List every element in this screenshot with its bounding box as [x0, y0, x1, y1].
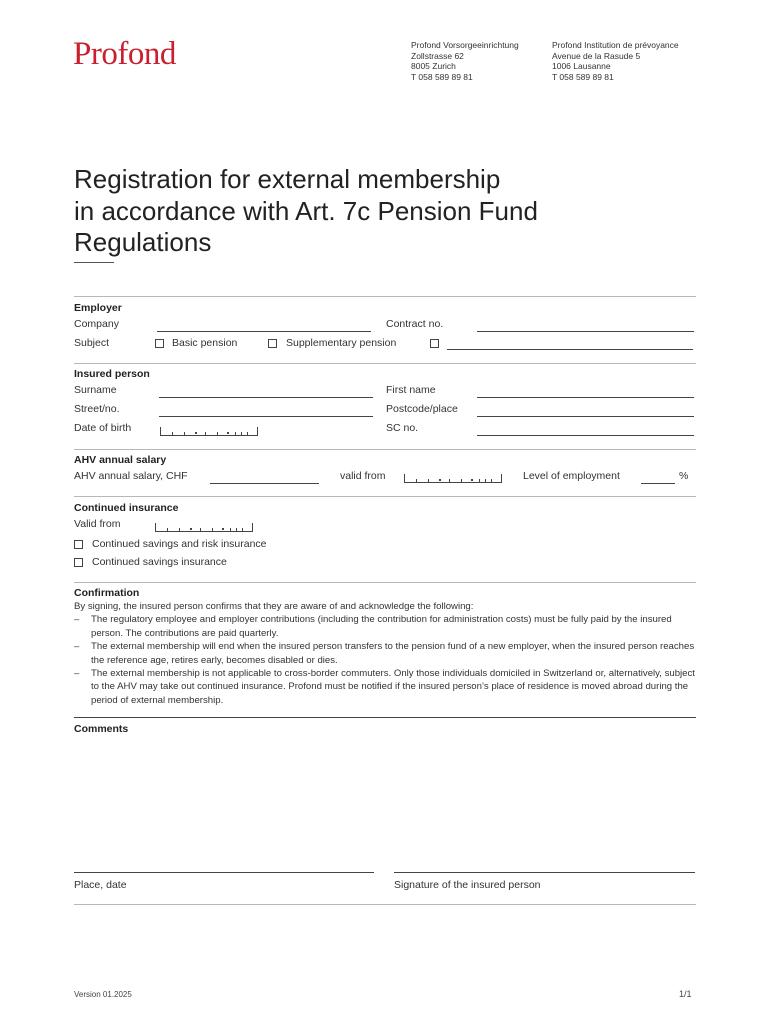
subject-label: Subject	[74, 337, 110, 349]
contract-no-field[interactable]	[477, 331, 694, 332]
confirmation-text	[74, 600, 698, 707]
title-line: in accordance with Art. 7c Pension Fund	[74, 195, 538, 226]
title-line: Registration for external membership	[74, 164, 501, 194]
section-divider	[74, 363, 696, 364]
percent-sign: %	[679, 470, 689, 482]
profond-logo: Profond	[73, 36, 176, 72]
title-line: Regulations	[74, 227, 212, 257]
continued-valid-from-field[interactable]	[155, 523, 253, 532]
employer-heading: Employer	[74, 302, 122, 314]
continued-savings-risk-label: Continued savings and risk insurance	[92, 538, 267, 550]
section-divider	[74, 904, 696, 905]
other-pension-field[interactable]	[447, 349, 693, 350]
continued-savings-risk-checkbox[interactable]	[74, 540, 83, 549]
ahv-salary-label: AHV annual salary, CHF	[74, 470, 188, 482]
date-of-birth-field[interactable]	[160, 427, 258, 436]
page-number: 1/1	[679, 989, 692, 999]
confirmation-intro: By signing, the insured person confirms that they are aware of and acknowledge the following:	[74, 601, 474, 612]
basic-pension-label: Basic pension	[172, 337, 238, 349]
title-underline	[74, 262, 114, 263]
comments-heading: Comments	[74, 723, 129, 735]
street-label: Street/no.	[74, 403, 120, 415]
postcode-label: Postcode/place	[386, 403, 458, 415]
section-divider	[74, 582, 696, 583]
insured-person-heading: Insured person	[74, 368, 150, 380]
continued-insurance-heading: Continued insurance	[74, 502, 179, 514]
version-label: Version 01.2025	[74, 990, 132, 999]
continued-valid-from-label: Valid from	[74, 518, 121, 530]
address-fr	[552, 40, 679, 82]
sc-no-label: SC no.	[386, 422, 419, 434]
surname-label: Surname	[74, 384, 117, 396]
ahv-salary-field[interactable]	[210, 483, 319, 484]
confirmation-heading: Confirmation	[74, 587, 140, 599]
place-date-field[interactable]	[74, 872, 374, 873]
date-of-birth-label: Date of birth	[74, 422, 132, 434]
address-line: Profond Vorsorgeeinrichtung	[411, 40, 519, 50]
address-line: Zollstrasse 62	[411, 50, 464, 61]
basic-pension-checkbox[interactable]	[155, 339, 164, 348]
confirmation-item: – The regulatory employee and employer contributions (including the contribution for administration costs) must be fully paid by the insured person. The contributions are paid quarterly.	[74, 614, 672, 639]
level-of-employment-label: Level of employment	[523, 470, 620, 482]
first-name-field[interactable]	[477, 397, 694, 398]
company-field[interactable]	[157, 331, 371, 332]
section-divider	[74, 296, 696, 297]
place-date-label: Place, date	[74, 879, 127, 891]
other-pension-checkbox[interactable]	[430, 339, 439, 348]
level-of-employment-field[interactable]	[641, 483, 675, 484]
address-line: T 058 589 89 81	[552, 71, 614, 82]
section-divider	[74, 449, 696, 450]
section-divider	[74, 496, 696, 497]
address-line: Avenue de la Rasude 5	[552, 50, 641, 61]
ahv-valid-from-label: valid from	[340, 470, 386, 482]
first-name-label: First name	[386, 384, 436, 396]
continued-savings-checkbox[interactable]	[74, 558, 83, 567]
comments-area[interactable]	[74, 738, 696, 866]
ahv-heading: AHV annual salary	[74, 454, 167, 466]
street-field[interactable]	[159, 416, 373, 417]
address-line: T 058 589 89 81	[411, 71, 473, 82]
confirmation-item: – The external membership is not applicable to cross-border commuters. Only those individuals domiciled in Switzerland or, alternatively, subject to the AHV may take out continued insurance. Profond must be notified if the insured person’s place of residence is moved abroad during the period of external membership.	[74, 668, 695, 706]
confirmation-item: – The external membership will end when the insured person transfers to the pension fund of a new employer, when the insured person reaches the reference age, retires early, becomes disabled or dies.	[74, 641, 695, 666]
continued-savings-label: Continued savings insurance	[92, 556, 227, 568]
supplementary-pension-checkbox[interactable]	[268, 339, 277, 348]
section-divider	[74, 717, 696, 718]
page-title	[74, 164, 674, 259]
address-line: Profond Institution de prévoyance	[552, 40, 679, 50]
address-line: 8005 Zurich	[411, 61, 456, 72]
company-label: Company	[74, 318, 119, 330]
signature-field[interactable]	[394, 872, 695, 873]
address-de	[411, 40, 519, 82]
address-line: 1006 Lausanne	[552, 61, 611, 72]
surname-field[interactable]	[159, 397, 373, 398]
signature-label: Signature of the insured person	[394, 879, 541, 891]
sc-no-field[interactable]	[477, 435, 694, 436]
postcode-field[interactable]	[477, 416, 694, 417]
supplementary-pension-label: Supplementary pension	[286, 337, 397, 349]
ahv-valid-from-field[interactable]	[404, 474, 502, 483]
contract-no-label: Contract no.	[386, 318, 444, 330]
